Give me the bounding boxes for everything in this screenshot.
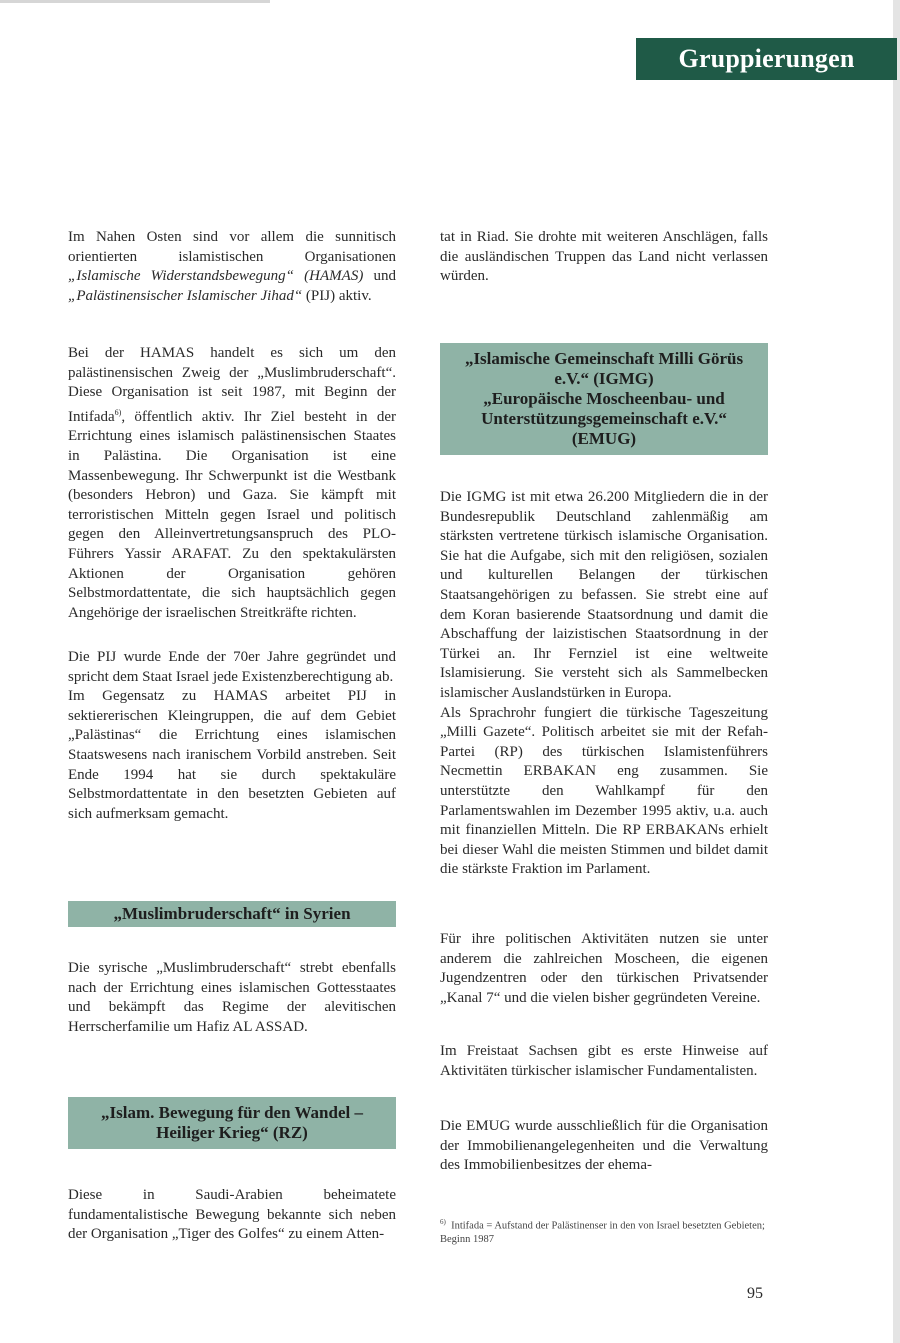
text-run: Bei der HAMAS handelt es sich um den palästinensischen Zweig der „Muslimbruderschaft“. Diese Organisation ist seit 1987, mit Beginn der Intifada [68, 345, 396, 425]
heading-line: e.V.“ (IGMG) [554, 369, 654, 388]
right-paragraph-activities [440, 930, 768, 1008]
paragraph-activities: Für ihre politischen Aktivitäten nutzen sie unter anderem die zahlreichen Moscheen, die eigenen Jugendzentren oder den türkischen Privatsender „Kanal 7“ und die vielen bisher gegründeten Vereine. [440, 931, 768, 1006]
section-header: Gruppierungen [636, 38, 897, 80]
heading-box-rz [68, 1097, 396, 1149]
heading-line: Heiliger Krieg“ (RZ) [156, 1123, 308, 1142]
paragraph-milli-gazete: Als Sprachrohr fungiert die türkische Tageszeitung „Milli Gazete“. Politisch arbeitet sie mit der Refah-Partei (RP) des türkischen Islamistenführers Necmettin ERBAKAN eng zusammen. Sie unterstützte den Wahlkampf für den Parlamentswahlen im Dezember 1995 aktiv, u.a. auch mit finanziellen Mitteln. Die RP ERBAKANs erhielt bei dieser Wahl die meisten Stimmen und bildet damit die stärkste Fraktion im Parlament. [440, 704, 768, 878]
footnote-ref: 6) [114, 407, 122, 417]
heading-line: „Islamische Gemeinschaft Milli Görüs [464, 349, 744, 368]
heading-line: „Europäische Moscheenbau- und [483, 389, 725, 408]
paragraph-syria: Die syrische „Muslimbruderschaft“ strebt ebenfalls nach der Errichtung eines islamischen Gottesstaates und bekämpft das Regime der alevitischen Herrscherfamilie um Hafiz AL ASSAD. [68, 960, 396, 1035]
left-paragraph-2 [68, 344, 396, 623]
paragraph-pij-activity: Im Gegensatz zu HAMAS arbeitet PIJ in sektiererischen Kleingruppen, die auf dem Gebiet „Palästinas“ die Errichtung eines islamischen Staatswesens nach iranischem Vorbild anstreben. Seit Ende 1994 hat sie durch spektakuläre Selbstmordattentate in den besetzten Gebieten auf sich aufmerksam gemacht. [68, 688, 396, 822]
heading-line: Unterstützungsgemeinschaft e.V.“ [481, 409, 727, 428]
page-number: 95 [747, 1285, 763, 1302]
org-name-hamas: „Islamische Widerstandsbewegung“ (HAMAS) [68, 268, 364, 285]
paragraph-emug: Die EMUG wurde ausschließlich für die Organisation der Immobilienangelegenheiten und die Verwaltung des Immobilienbesitzes der ehema- [440, 1118, 768, 1174]
footnote-text: Intifada = Aufstand der Palästinenser in den von Israel besetzten Gebieten; Beginn 1987 [440, 1220, 765, 1245]
paragraph-sachsen: Im Freistaat Sachsen gibt es erste Hinweise auf Aktivitäten türkischer islamischer Fundamentalisten. [440, 1043, 768, 1079]
page-edge [893, 0, 900, 1343]
right-paragraph-emug [440, 1117, 768, 1176]
right-paragraph-1 [440, 228, 768, 287]
right-paragraph-igmg [440, 488, 768, 880]
heading-box-igmg [440, 343, 768, 455]
footnote-mark: 6) [440, 1218, 446, 1226]
right-paragraph-sachsen [440, 1042, 768, 1081]
heading-line: „Islam. Bewegung für den Wandel – [101, 1103, 363, 1122]
paragraph-riad: tat in Riad. Sie drohte mit weiteren Anschlägen, falls die ausländischen Truppen das Land nicht verlassen würden. [440, 229, 768, 285]
left-paragraph-3 [68, 648, 396, 824]
paragraph-pij-founding: Die PIJ wurde Ende der 70er Jahre gegründet und spricht dem Staat Israel jede Existenzberechtigung ab. [68, 649, 396, 685]
text-run: und [363, 268, 396, 285]
paragraph-rz: Diese in Saudi-Arabien beheimatete fundamentalistische Bewegung bekannte sich neben der Organisation „Tiger des Golfes“ zu einem Atten- [68, 1187, 396, 1243]
heading-line: (EMUG) [571, 429, 637, 448]
footnote [440, 1216, 770, 1246]
left-paragraph-1 [68, 228, 396, 306]
page-edge-top [0, 0, 270, 3]
text-run: Im Nahen Osten sind vor allem die sunnitisch orientierten islamistischen Organisationen [68, 229, 396, 265]
left-paragraph-syria [68, 959, 396, 1037]
paragraph-igmg: Die IGMG ist mit etwa 26.200 Mitgliedern die in der Bundesrepublik Deutschland zahlenmäßig am stärksten vertretene türkisch islamische Organisation. Sie hat die Aufgabe, sich mit den religiösen, sozialen und kulturellen Belangen der türkischen Staatsangehörigen zu befassen. Sie strebt eine auf dem Koran basierende Staatsordnung und damit die Abschaffung der laizistischen Staatsordnung in der Türkei an. Ihr Fernziel ist eine weltweite Islamisierung. Sie versteht sich als Sammelbecken islamischer Auslandstürken in Europa. [440, 489, 768, 701]
text-run: , öffentlich aktiv. Ihr Ziel besteht in der Errichtung eines islamisch palästinensischen Staates in Palästina. Die Organisation ist eine Massenbewegung. Ihr Schwerpunkt ist die Westbank (besonders Hebron) und Gaza. Sie kämpft mit terroristischen Mitteln gegen Israel und politisch gegen den Alleinvertretungsanspruch des PLO-Führers Yassir ARAFAT. Zu den spektakulärsten Aktionen der Organisation gehören Selbstmordattentate, die sich hauptsächlich gegen Angehörige der israelischen Streitkräfte richten. [68, 408, 396, 621]
heading-box-muslimbruderschaft: „Muslimbruderschaft“ in Syrien [68, 901, 396, 927]
text-run: (PIJ) aktiv. [302, 287, 372, 304]
left-paragraph-rz [68, 1186, 396, 1245]
org-name-pij: „Palästinensischer Islamischer Jihad“ [68, 287, 303, 304]
